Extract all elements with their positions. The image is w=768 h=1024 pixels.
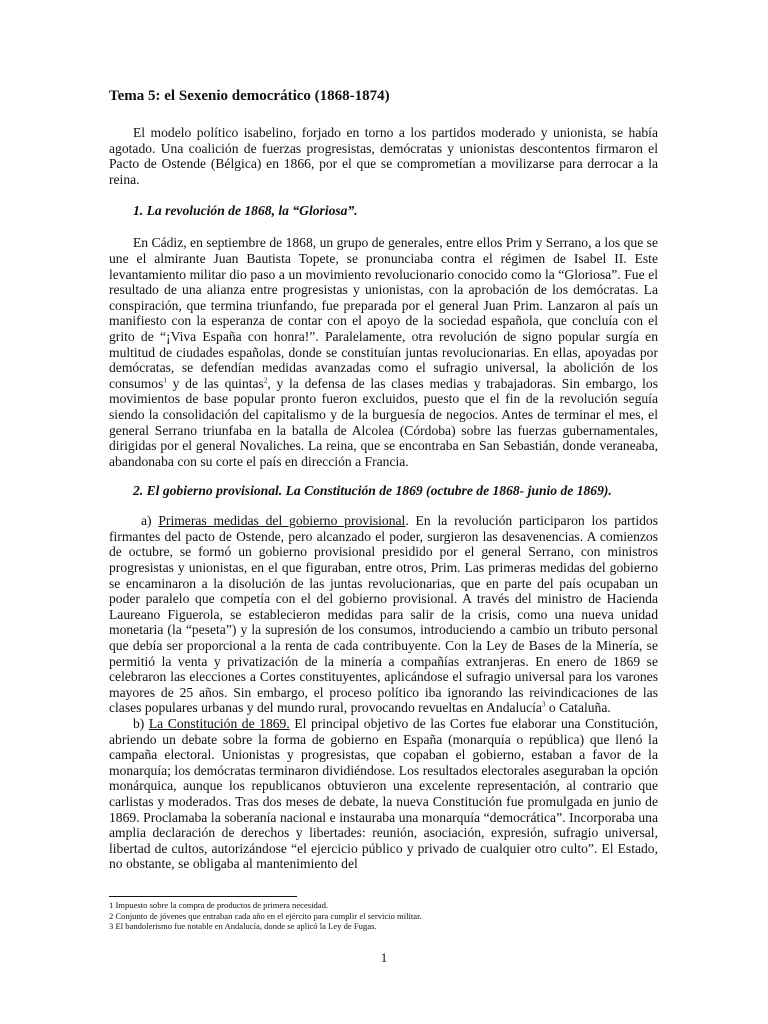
- section-1-paragraph: [109, 235, 658, 469]
- footnote-divider: [109, 896, 297, 897]
- section-1-text-b: y de las quintas: [166, 375, 264, 391]
- footnote-ref-1: 1: [163, 376, 167, 385]
- page-number: 1: [380, 950, 388, 965]
- section-2-heading: 2. El gobierno provisional. La Constitución de 1869 (octubre de 1868- junio de 1869).: [133, 483, 612, 499]
- section-2b-paragraph: [109, 716, 658, 872]
- section-2a-title: Primeras medidas del gobierno provisional: [158, 513, 406, 529]
- section-1-text-c: , y la defensa de las clases medias y trabajadoras. Sin embargo, los movimientos de base popular pronto fueron excluidos, puesto que el fin de la revolución seguía siendo la consolidación del capitalismo y de la burguesía de negocios. Antes de terminar el mes, el general Serrano triunfaba en la batalla de Alcolea (Córdoba) sobre las fuerzas gubernamentales, dirigidas por el general Novaliches. La reina, que se encontraba en San Sebastián, donde veraneaba, abandonaba con su corte el país en dirección a Francia.: [109, 375, 658, 469]
- section-2b-text: El principal objetivo de las Cortes fue elaborar una Constitución, abriendo un debate sobre la forma de gobierno en España (monarquía o república) que llenó la campaña electoral. Unionistas y progresistas, que copaban el gobierno, estaban a favor de la monarquía; los demócratas terminaron dividiéndose. Los resultados electorales aseguraban la opción monárquica, aunque los republicanos obtuvieron una excelente representación, al contrario que carlistas y moderados. Tras dos meses de debate, la nueva Constitución fue promulgada en junio de 1869. Proclamaba la soberanía nacional e instauraba una monarquía “democrática”. Incorporaba una amplia declaración de derechos y libertades: reunión, asociación, expresión, sufragio universal, libertad de cultos, autorizándose “el ejercicio público y privado de cualquier otro culto”. El Estado, no obstante, se obligaba al mantenimiento del: [109, 716, 658, 872]
- section-2a-prefix: a): [141, 513, 159, 529]
- footnotes: [109, 896, 658, 932]
- footnote-ref-3: 3: [541, 700, 546, 709]
- section-2b-prefix: b): [133, 716, 149, 731]
- page-title: Tema 5: el Sexenio democrático (1868-1874): [109, 88, 390, 104]
- section-1-heading: 1. La revolución de 1868, la “Gloriosa”.: [133, 203, 358, 219]
- footnote-1: 1 Impuesto sobre la compra de productos de primera necesidad.: [109, 900, 329, 910]
- section-2a-text: . En la revolución participaron los partidos firmantes del pacto de Ostende, pero alcanzado el poder, surgieron las desavenencias. A comienzos de octubre, se formó un gobierno provisional presidido por el general Serrano, con ministros progresistas y unionistas, en el que figuraban, entre otros, Prim. Las primeras medidas del gobierno se encaminaron a la disolución de las juntas revolucionarias, que en parte del país ocupaban un poder paralelo que competía con el del gobierno provisional. A través del ministro de Hacienda Laureano Figuerola, se establecieron medidas para salir de la crisis, como una nueva unidad monetaria (la “peseta”) y la supresión de los consumos, introduciendo a cambio un tributo personal que debía ser proporcional a la renta de cada contribuyente. Con la Ley de Bases de la Minería, se permitió la venta y privatización de la minería a compañías extranjeras. En enero de 1869 se celebraron las elecciones a Cortes constituyentes, aplicándose el sufragio universal para los varones mayores de 25 años. Sin embargo, el proceso político iba ignorando las reivindicaciones de las clases populares urbanas y del mundo rural, provocando revueltas en Andalucía: [109, 513, 658, 716]
- intro-paragraph: El modelo político isabelino, forjado en torno a los partidos moderado y unionista, se había agotado. Una coalición de fuerzas progresistas, demócratas y unionistas descontentos firmaron el Pacto de Ostende (Bélgica) en 1866, por el que se comprometían a movilizarse para derrocar a la reina.: [109, 125, 658, 187]
- footnote-3: 3 El bandolerismo fue notable en Andalucía, donde se aplicó la Ley de Fugas.: [109, 921, 377, 931]
- section-2a-paragraph: [109, 513, 658, 716]
- section-2a-end: o Cataluña.: [545, 700, 611, 716]
- document-page: [109, 86, 658, 872]
- footnote-ref-2: 2: [263, 376, 268, 385]
- section-1-text-a: En Cádiz, en septiembre de 1868, un grupo de generales, entre ellos Prim y Serrano, a los que se une el almirante Juan Bautista Topete, se pronunciaba contra el régimen de Isabel II. Este levantamiento militar dio paso a un movimiento revolucionario conocido como la “Gloriosa”. Fue el resultado de una alianza entre progresistas y unionistas, con la aprobación de los demócratas. La conspiración, que termina triunfando, fue preparada por el general Juan Prim. Lanzaron al país un manifiesto con la esperanza de contar con el apoyo de la sociedad española, que concluía con el grito de “¡Viva España con honra!”. Paralelamente, otra revolución de signo popular surgía en multitud de ciudades españolas, donde se constituían juntas revolucionarias. En ellas, apoyadas por demócratas, se defendían medidas avanzadas como el sufragio universal, la abolición de los consumos: [109, 235, 658, 391]
- section-2b-title: La Constitución de 1869.: [148, 716, 290, 731]
- footnote-2: 2 Conjunto de jóvenes que entraban cada año en el ejército para cumplir el servicio militar.: [109, 910, 422, 921]
